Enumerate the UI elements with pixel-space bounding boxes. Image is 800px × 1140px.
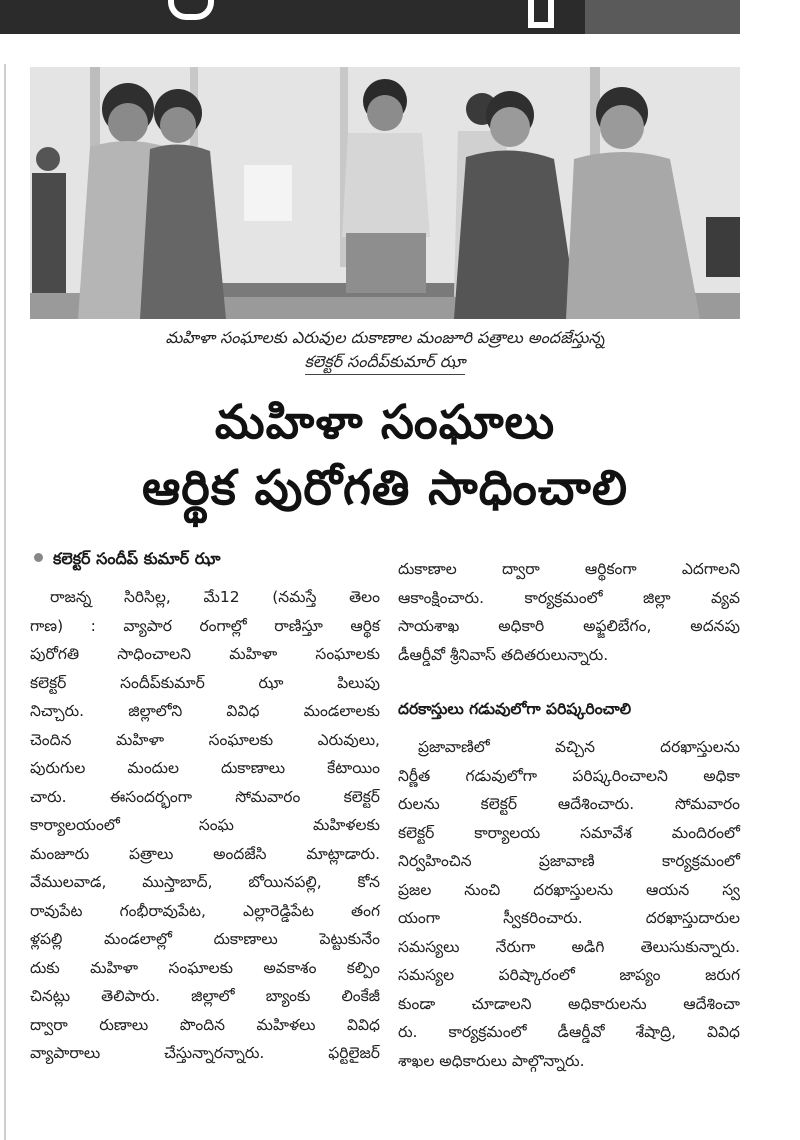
photo-caption-line2: కలెక్టర్ సందీప్‌కుమార్ ఝా [305, 350, 466, 375]
article-line: మంజూరు పత్రాలు అందజేసి మాట్లాడారు. [30, 844, 380, 863]
photo-caption [30, 326, 740, 375]
masthead-grey-block [585, 0, 740, 34]
article-line: చినట్లు తెలిపారు. జిల్లాలో బ్యాంకు లింకేజీ [30, 987, 380, 1005]
article-right-column-bottom [398, 733, 740, 1075]
masthead-logo-fragment [168, 0, 214, 20]
masthead-logo-fragment [528, 0, 554, 28]
photo-caption-line1: మహిళా సంఘాలకు ఎరువుల దుకాణాల మంజూరి పత్రాలు అందజేస్తున్న [165, 328, 605, 347]
article-left-column [30, 583, 380, 1068]
article-line: రులను కలెక్టర్ ఆదేశించారు. సోమవారం [398, 795, 740, 813]
article-line: రు. కార్యక్రమంలో డీఆర్డీవో శేషాద్రి, వివిధ [398, 1023, 740, 1041]
article-line: చెందిన మహిళా సంఘాలకు ఎరువులు, [30, 730, 380, 749]
bullet-icon [34, 553, 43, 562]
column-rule [4, 64, 6, 1140]
headline-line1: మహిళా సంఘాలు [214, 395, 556, 450]
article-line: ప్రజల నుంచి దరఖాస్తులను ఆయన స్వ [398, 880, 740, 899]
article-line: సమస్యలు నేరుగా అడిగి తెలుసుకున్నారు. [398, 937, 740, 956]
byline-text: కలెక్టర్ సందీప్ కుమార్ ఝా [53, 549, 221, 568]
article-line: నిచ్చారు. జిల్లాలోని వివిధ మండలాలకు [30, 702, 380, 720]
news-photo [30, 67, 740, 319]
article-subheading: దరకాస్తులు గడువులోగా పరిష్కరించాలి [398, 700, 632, 718]
article-line: కుండా చూడాలని అధికారులను ఆదేశించా [398, 994, 740, 1013]
news-photo-illustration [30, 67, 740, 319]
article-line: కలెక్టర్ కార్యాలయ సమావేశ మందిరంలో [398, 823, 740, 842]
article-line: సాయశాఖ అధికారి అఫ్జలిబేగం, అదనపు [398, 617, 740, 635]
article-right-column-top [398, 555, 740, 669]
article-line: సమస్యల పరిష్కారంలో జాప్యం జరుగ [398, 966, 740, 984]
article-line: చారు. ఈసందర్భంగా సోమవారం కలెక్టర్ [30, 787, 380, 806]
article-line: నిర్వహించిన ప్రజావాణి కార్యక్రమంలో [398, 852, 740, 870]
article-line: రాజన్న సిరిసిల్ల, మే12 (నమస్తే తెలం [50, 588, 380, 606]
headline [30, 392, 740, 522]
article-line: దుకాణాల ద్వారా ఆర్థికంగా ఎదగాలని [398, 560, 740, 578]
article-line: కార్యాలయంలో సంఘ మహిళలకు [30, 816, 380, 834]
article-line: పురుగుల మందుల దుకాణాలు కేటాయిం [30, 759, 380, 777]
article-line: ఆకాంక్షించారు. కార్యక్రమంలో జిల్లా వ్యవ [398, 588, 740, 607]
headline-line2: ఆర్థిక పురోగతి సాధించాలి [141, 460, 629, 516]
article-line: ప్రజావాణిలో వచ్చిన దరఖాస్తులను [418, 738, 740, 756]
article-line: గాణ) : వ్యాపార రంగాల్లో రాణిస్తూ ఆర్థిక [30, 616, 380, 635]
article-line: కలెక్టర్ సందీప్‌కుమార్ ఝా పిలుపు [30, 673, 380, 692]
byline [30, 546, 380, 572]
article-line: దుకు మహిళా సంఘాలకు అవకాశం కల్పిం [30, 958, 380, 977]
masthead-bar [0, 0, 740, 34]
article-line: నిర్ణీత గడువులోగా పరిష్కరించాలని అధికా [398, 766, 740, 785]
article-line: పురోగతి సాధించాలని మహిళా సంఘాలకు [30, 645, 380, 663]
article-line: రావుపేట గంభీరావుపేట, ఎల్లారెడ్డిపేట తంగ [30, 901, 380, 920]
article-line: వ్యాపారాలు చేస్తున్నారన్నారు. ఫర్టిలైజర్ [30, 1044, 380, 1062]
article-line: యంగా స్వీకరించారు. దరఖాస్తుదారుల [398, 909, 740, 927]
article-line: ద్వారా రుణాలు పొందిన మహిళలు వివిధ [30, 1015, 380, 1034]
article-line: ళ్లపల్లి మండలాల్లో దుకాణాలు పెట్టుకునేం [30, 930, 380, 948]
article-line: శాఖల అధికారులు పాల్గొన్నారు. [398, 1051, 585, 1070]
article-line: డీఆర్డీవో శ్రీనివాస్ తదితరులున్నారు. [398, 645, 609, 664]
article-line: వేములవాడ, ముస్తాబాద్, బోయినపల్లి, కోన [30, 873, 380, 891]
